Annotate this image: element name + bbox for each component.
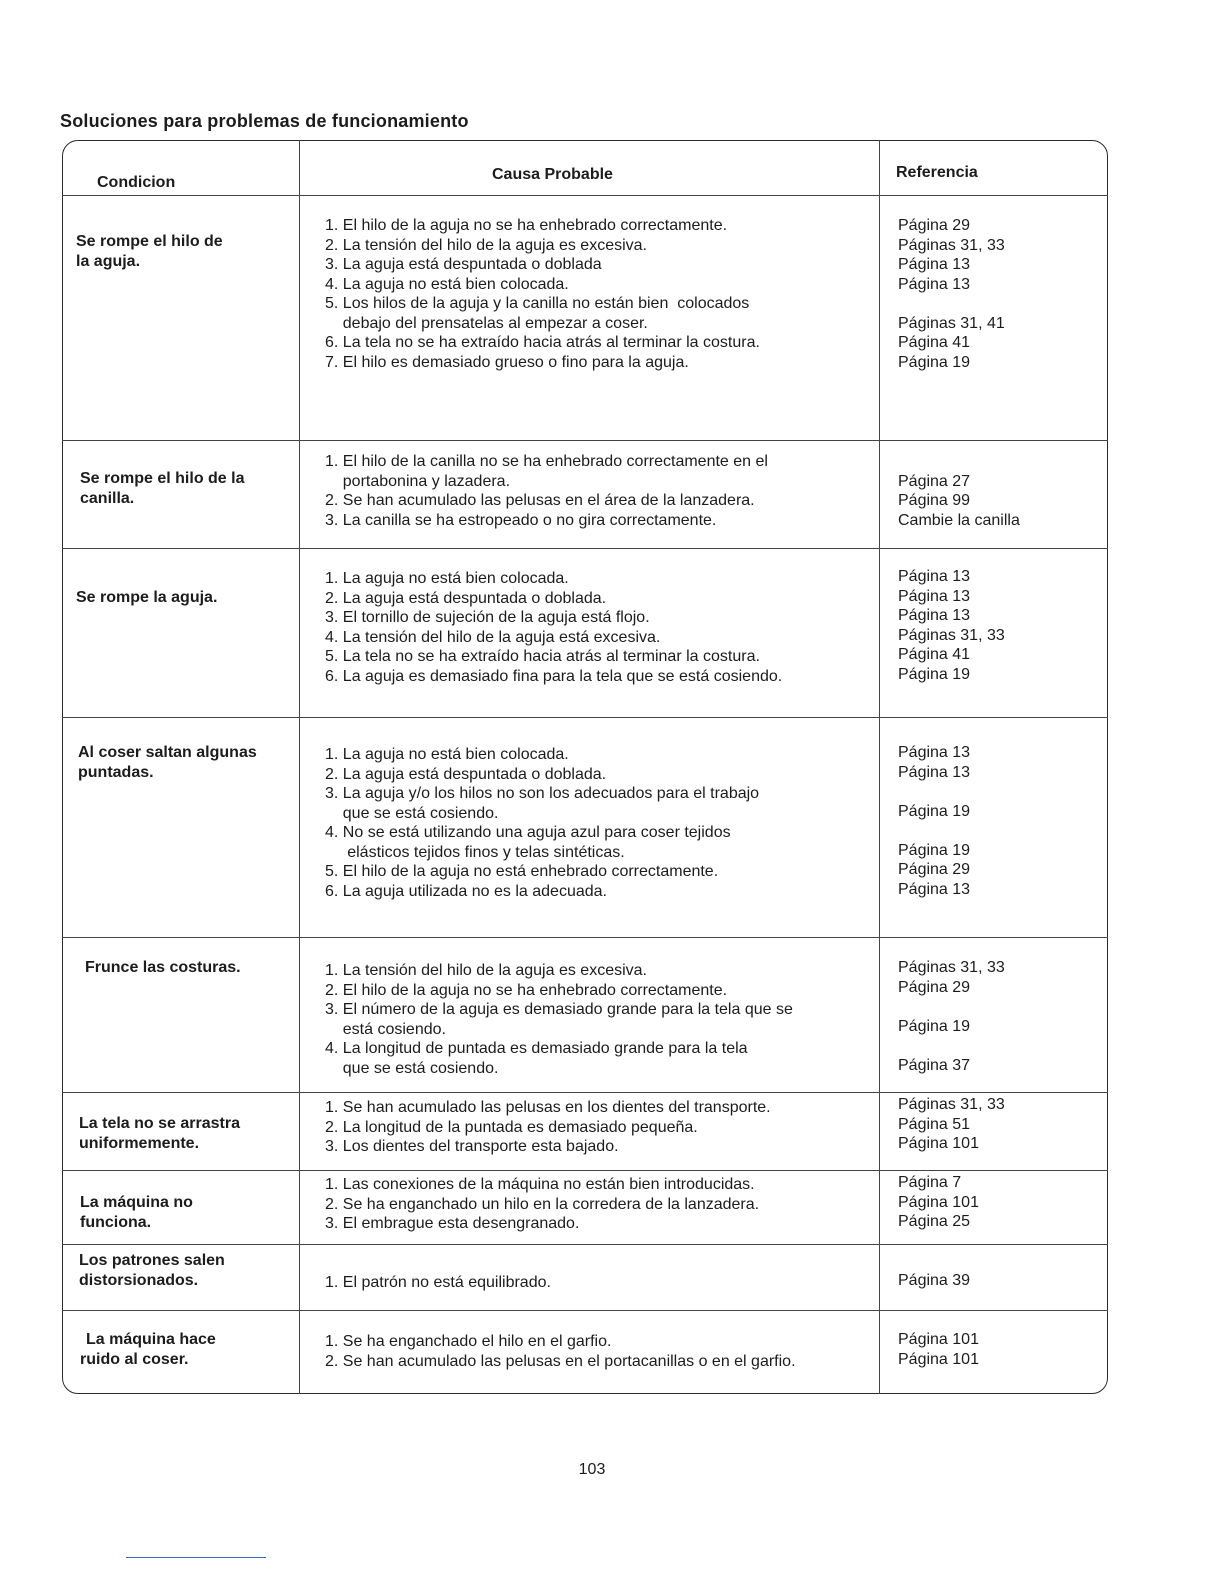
reference-line: Páginas 31, 33 bbox=[898, 236, 1005, 254]
condition-cell bbox=[76, 232, 223, 272]
cause-cell bbox=[325, 1273, 865, 1293]
reference-line: Página 13 bbox=[898, 568, 971, 585]
cause-line: 1. El hilo de la canilla no se ha enhebrado correctamente en el bbox=[325, 453, 768, 470]
condition-cell bbox=[80, 1330, 216, 1370]
reference-line: Página 29 bbox=[898, 978, 971, 996]
reference-line: Página 41 bbox=[898, 646, 971, 663]
condition-text: Se rompe la aguja. bbox=[76, 589, 218, 606]
row-divider bbox=[62, 1170, 1108, 1171]
reference-line: Página 13 bbox=[898, 587, 971, 605]
cause-line: 2. Se han acumulado las pelusas en el área de la lanzadera. bbox=[325, 492, 755, 509]
cause-line: 4. La longitud de puntada es demasiado grande para la tela bbox=[325, 1040, 748, 1057]
condition-text: canilla. bbox=[80, 490, 135, 507]
condition-text: puntadas. bbox=[78, 764, 154, 781]
condition-cell bbox=[79, 1114, 240, 1154]
header-reference: Referencia bbox=[896, 164, 978, 181]
reference-line: Páginas 31, 33 bbox=[898, 959, 1005, 976]
cause-line: 3. El embrague esta desengranado. bbox=[325, 1215, 580, 1232]
reference-line: Página 19 bbox=[898, 841, 971, 859]
reference-line: Páginas 31, 41 bbox=[898, 314, 1005, 332]
reference-line: Página 41 bbox=[898, 334, 971, 351]
reference-line: Página 39 bbox=[898, 1272, 971, 1289]
row-divider bbox=[62, 717, 1108, 718]
cause-line: 1. La aguja no está bien colocada. bbox=[325, 570, 569, 587]
reference-line: Página 19 bbox=[898, 353, 971, 371]
reference-line: Páginas 31, 33 bbox=[898, 626, 1005, 644]
cause-line: 5. Los hilos de la aguja y la canilla no están bien colocados bbox=[325, 295, 750, 312]
reference-cell bbox=[898, 1330, 1098, 1369]
reference-line: Cambie la canilla bbox=[898, 511, 1020, 529]
cause-line: está cosiendo. bbox=[325, 1020, 446, 1038]
reference-line: Página 19 bbox=[898, 665, 971, 683]
condition-text: Al coser saltan algunas bbox=[78, 744, 257, 761]
condition-cell bbox=[76, 588, 217, 608]
reference-line: Página 13 bbox=[898, 256, 971, 273]
cause-line: 3. El número de la aguja es demasiado grande para la tela que se bbox=[325, 1001, 793, 1018]
reference-line: Páginas 31, 33 bbox=[898, 1096, 1005, 1113]
condition-text: Se rompe el hilo de bbox=[76, 233, 223, 250]
reference-cell bbox=[898, 958, 1098, 1075]
condition-text: funciona. bbox=[80, 1214, 152, 1231]
cause-line: 2. El hilo de la aguja no se ha enhebrado correctamente. bbox=[325, 981, 728, 999]
row-divider bbox=[62, 548, 1108, 549]
header-cause: Causa Probable bbox=[492, 166, 613, 183]
reference-line: Página 37 bbox=[898, 1056, 971, 1074]
reference-line: Página 101 bbox=[898, 1135, 979, 1152]
condition-text: La máquina hace bbox=[86, 1331, 216, 1348]
cause-line: 3. El tornillo de sujeción de la aguja está flojo. bbox=[325, 609, 650, 626]
reference-cell bbox=[898, 743, 1098, 899]
cause-line: 4. La tensión del hilo de la aguja está excesiva. bbox=[325, 628, 661, 646]
cause-line: que se está cosiendo. bbox=[325, 804, 499, 822]
condition-cell bbox=[80, 469, 245, 509]
cause-line: 2. La aguja está despuntada o doblada. bbox=[325, 765, 607, 783]
cause-line: 2. La tensión del hilo de la aguja es excesiva. bbox=[325, 236, 647, 254]
cause-line: 3. Los dientes del transporte esta bajado. bbox=[325, 1138, 619, 1155]
reference-line: Página 101 bbox=[898, 1331, 979, 1348]
cause-line: 2. La aguja está despuntada o doblada. bbox=[325, 589, 607, 607]
cause-line: elásticos tejidos finos y telas sintéticas. bbox=[325, 843, 625, 861]
row-divider bbox=[62, 440, 1108, 441]
condition-cell bbox=[85, 958, 241, 978]
cause-line: que se está cosiendo. bbox=[325, 1059, 499, 1077]
cause-line: 7. El hilo es demasiado grueso o fino para la aguja. bbox=[325, 353, 689, 371]
reference-line: Página 101 bbox=[898, 1350, 979, 1368]
reference-line: Página 99 bbox=[898, 492, 971, 509]
reference-line: Página 29 bbox=[898, 861, 971, 878]
condition-text: La máquina no bbox=[80, 1194, 193, 1211]
reference-line: Página 25 bbox=[898, 1213, 971, 1230]
cause-line: 6. La aguja es demasiado fina para la tela que se está cosiendo. bbox=[325, 667, 783, 685]
cause-line: 5. La tela no se ha extraído hacia atrás al terminar la costura. bbox=[325, 648, 760, 665]
reference-line: Página 13 bbox=[898, 275, 971, 293]
cause-line: 3. La aguja y/o los hilos no son los adecuados para el trabajo bbox=[325, 785, 760, 802]
cause-cell bbox=[325, 961, 865, 1078]
cause-line: 2. Se han acumulado las pelusas en el portacanillas o en el garfio. bbox=[325, 1352, 796, 1370]
cause-cell bbox=[325, 452, 865, 530]
cause-cell bbox=[325, 569, 865, 686]
cause-cell bbox=[325, 745, 865, 901]
page-number: 103 bbox=[578, 1461, 606, 1478]
condition-text: distorsionados. bbox=[79, 1272, 199, 1289]
reference-line: Página 101 bbox=[898, 1193, 979, 1211]
cause-line: 3. La aguja está despuntada o doblada bbox=[325, 256, 602, 273]
reference-cell bbox=[898, 216, 1098, 372]
reference-cell bbox=[898, 1095, 1098, 1154]
cause-line: 4. No se está utilizando una aguja azul para coser tejidos bbox=[325, 824, 731, 841]
cause-cell bbox=[325, 1332, 865, 1371]
row-divider bbox=[62, 1092, 1108, 1093]
condition-cell bbox=[78, 743, 257, 783]
cause-line: debajo del prensatelas al empezar a coser. bbox=[325, 314, 648, 332]
condition-text: ruido al coser. bbox=[80, 1351, 189, 1368]
cause-cell bbox=[325, 1175, 865, 1234]
condition-cell bbox=[79, 1251, 225, 1291]
cause-line: portabonina y lazadera. bbox=[325, 472, 511, 490]
cause-cell bbox=[325, 1098, 865, 1157]
cause-cell bbox=[325, 216, 865, 372]
condition-text: La tela no se arrastra bbox=[79, 1115, 240, 1132]
reference-line: Página 27 bbox=[898, 472, 971, 490]
cause-line: 1. Las conexiones de la máquina no están bien introducidas. bbox=[325, 1176, 755, 1193]
cause-line: 1. La tensión del hilo de la aguja es excesiva. bbox=[325, 962, 647, 979]
reference-line: Página 13 bbox=[898, 744, 971, 761]
cause-line: 1. El hilo de la aguja no se ha enhebrado correctamente. bbox=[325, 217, 728, 234]
cause-line: 3. La canilla se ha estropeado o no gira correctamente. bbox=[325, 511, 717, 529]
condition-cell bbox=[80, 1193, 193, 1233]
page-title: Soluciones para problemas de funcionamiento bbox=[60, 111, 469, 131]
column-divider bbox=[879, 140, 880, 1394]
reference-line: Página 19 bbox=[898, 802, 971, 820]
cause-line: 6. La aguja utilizada no es la adecuada. bbox=[325, 882, 607, 900]
reference-cell bbox=[898, 452, 1098, 530]
cause-line: 1. El patrón no está equilibrado. bbox=[325, 1274, 551, 1291]
row-divider bbox=[62, 1244, 1108, 1245]
row-divider bbox=[62, 937, 1108, 938]
cause-line: 6. La tela no se ha extraído hacia atrás al terminar la costura. bbox=[325, 334, 760, 351]
column-divider bbox=[299, 140, 300, 1394]
cause-line: 5. El hilo de la aguja no está enhebrado correctamente. bbox=[325, 863, 719, 880]
condition-text: uniformemente. bbox=[79, 1135, 200, 1152]
condition-text: la aguja. bbox=[76, 253, 141, 270]
condition-text: Los patrones salen bbox=[79, 1252, 225, 1269]
cause-line: 1. Se han acumulado las pelusas en los dientes del transporte. bbox=[325, 1099, 771, 1116]
row-divider bbox=[62, 1310, 1108, 1311]
reference-line: Página 13 bbox=[898, 880, 971, 898]
reference-cell bbox=[898, 1271, 1098, 1291]
reference-line: Página 13 bbox=[898, 607, 971, 624]
reference-line: Página 51 bbox=[898, 1115, 971, 1133]
cause-line: 2. La longitud de la puntada es demasiado pequeña. bbox=[325, 1118, 698, 1136]
reference-line: Página 19 bbox=[898, 1017, 971, 1035]
cause-line: 1. La aguja no está bien colocada. bbox=[325, 746, 569, 763]
cause-line: 1. Se ha enganchado el hilo en el garfio. bbox=[325, 1333, 612, 1350]
reference-line: Página 13 bbox=[898, 763, 971, 781]
cause-line: 4. La aguja no está bien colocada. bbox=[325, 275, 569, 293]
reference-cell bbox=[898, 567, 1098, 684]
cause-line: 2. Se ha enganchado un hilo en la corredera de la lanzadera. bbox=[325, 1195, 760, 1213]
header-condition: Condicion bbox=[97, 174, 176, 191]
row-divider bbox=[62, 195, 1108, 196]
condition-text: Se rompe el hilo de la bbox=[80, 470, 245, 487]
reference-line: Página 29 bbox=[898, 217, 971, 234]
condition-text: Frunce las costuras. bbox=[85, 959, 241, 976]
scan-artifact-line bbox=[126, 1557, 266, 1558]
reference-cell bbox=[898, 1173, 1098, 1232]
reference-line: Página 7 bbox=[898, 1174, 962, 1191]
